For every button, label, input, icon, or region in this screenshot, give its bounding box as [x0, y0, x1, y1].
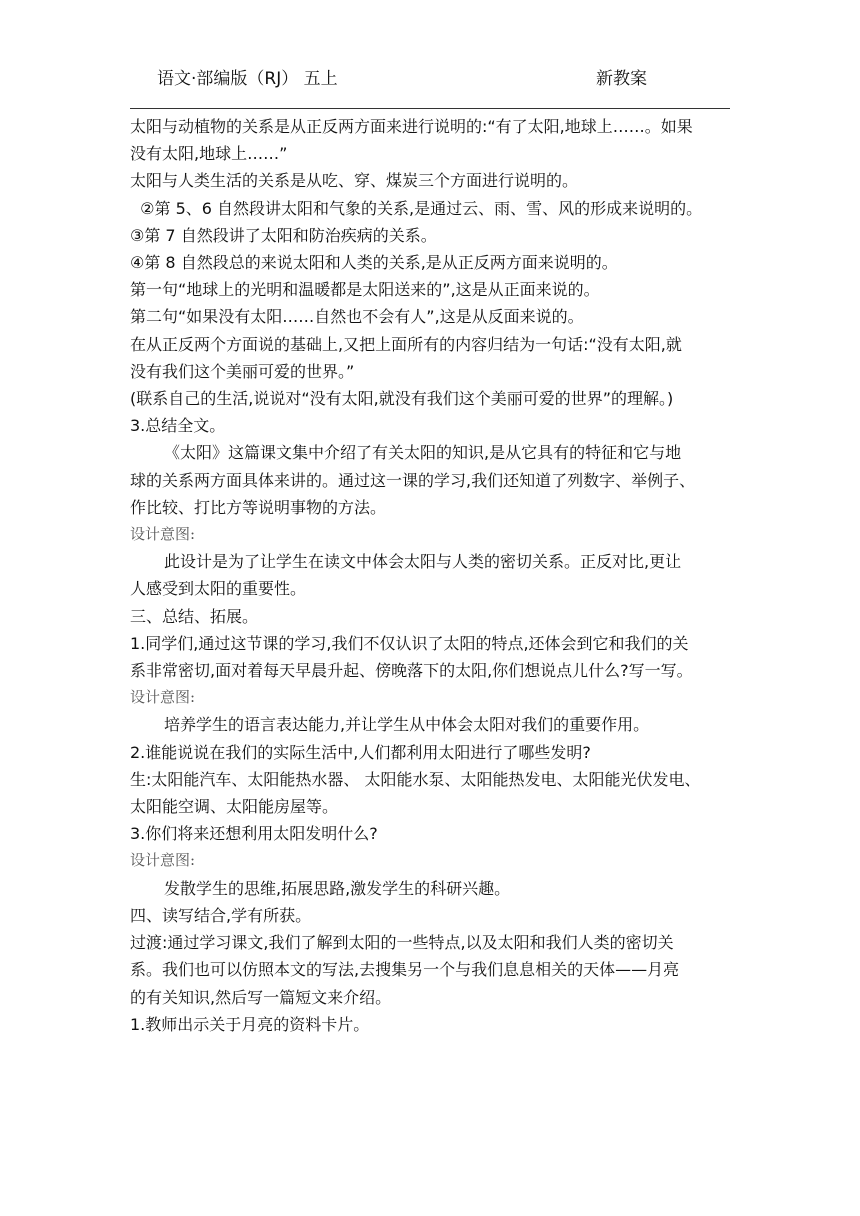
section-heading: 三、总结、拓展。 — [130, 606, 259, 626]
paragraph-line: (联系自己的生活,说说对“没有太阳,就没有我们这个美丽可爱的世界”的理解。) — [130, 389, 674, 409]
header-divider — [130, 108, 730, 109]
paragraph-line: ④第 8 自然段总的来说太阳和人类的关系,是从正反两方面来说明的。 — [130, 253, 618, 273]
header-subject: 语文·部编版（RJ） 五上 — [157, 69, 338, 89]
design-intent-label: 设计意图: — [130, 525, 196, 544]
lesson-body — [130, 113, 740, 1038]
paragraph-line: 的有关知识,然后写一篇短文来介绍。 — [130, 987, 392, 1007]
paragraph-line: ②第 5、6 自然段讲太阳和气象的关系,是通过云、雨、雪、风的形成来说明的。 — [130, 198, 703, 218]
paragraph-line: 生:太阳能汽车、太阳能热水器、 太阳能水泵、太阳能热发电、太阳能光伏发电、 — [130, 769, 701, 789]
paragraph-line: 第二句“如果没有太阳……自然也不会有人”,这是从反面来说的。 — [130, 307, 584, 327]
paragraph-line: 作比较、打比方等说明事物的方法。 — [130, 497, 387, 517]
header-doc-type: 新教案 — [596, 69, 647, 89]
paragraph-line: 此设计是为了让学生在读文中体会太阳与人类的密切关系。正反对比,更让 — [164, 552, 682, 572]
paragraph-line: 3.你们将来还想利用太阳发明什么? — [130, 824, 378, 844]
section-step: 3.总结全文。 — [130, 416, 226, 436]
paragraph-line: 1.教师出示关于月亮的资料卡片。 — [130, 1014, 370, 1034]
paragraph-line: 《太阳》这篇课文集中介绍了有关太阳的知识,是从它具有的特征和它与地 — [164, 443, 682, 463]
paragraph-line: 太阳能空调、太阳能房屋等。 — [130, 797, 339, 817]
paragraph-line: 培养学生的语言表达能力,并让学生从中体会太阳对我们的重要作用。 — [164, 715, 650, 735]
design-intent-label: 设计意图: — [130, 688, 196, 707]
paragraph-line: 太阳与人类生活的关系是从吃、穿、煤炭三个方面进行说明的。 — [130, 171, 579, 191]
paragraph-line: 2.谁能说说在我们的实际生活中,人们都利用太阳进行了哪些发明? — [130, 742, 591, 762]
paragraph-line: 人感受到太阳的重要性。 — [130, 579, 307, 599]
paragraph-line: 系。我们也可以仿照本文的写法,去搜集另一个与我们息息相关的天体——月亮 — [130, 960, 680, 980]
design-intent-label: 设计意图: — [130, 851, 196, 870]
paragraph-line: 球的关系两方面具体来讲的。通过这一课的学习,我们还知道了列数字、举例子、 — [130, 470, 696, 490]
paragraph-line: 1.同学们,通过这节课的学习,我们不仅认识了太阳的特点,还体会到它和我们的关 — [130, 633, 689, 653]
paragraph-line: 发散学生的思维,拓展思路,激发学生的科研兴趣。 — [164, 878, 511, 898]
paragraph-line: 没有我们这个美丽可爱的世界。” — [130, 361, 355, 381]
paragraph-line: 没有太阳,地球上……” — [130, 144, 288, 164]
paragraph-line: 第一句“地球上的光明和温暖都是太阳送来的”,这是从正面来说的。 — [130, 280, 600, 300]
paragraph-line: ③第 7 自然段讲了太阳和防治疾病的关系。 — [130, 225, 437, 245]
paragraph-line: 太阳与动植物的关系是从正反两方面来进行说明的:“有了太阳,地球上……。如果 — [130, 117, 693, 136]
paragraph-line: 过渡:通过学习课文,我们了解到太阳的一些特点,以及太阳和我们人类的密切关 — [130, 933, 674, 953]
section-heading: 四、读写结合,学有所获。 — [130, 905, 312, 925]
paragraph-line: 在从正反两个方面说的基础上,又把上面所有的内容归结为一句话:“没有太阳,就 — [130, 334, 682, 354]
paragraph-line: 系非常密切,面对着每天早晨升起、傍晚落下的太阳,你们想说点儿什么?写一写。 — [130, 661, 693, 681]
